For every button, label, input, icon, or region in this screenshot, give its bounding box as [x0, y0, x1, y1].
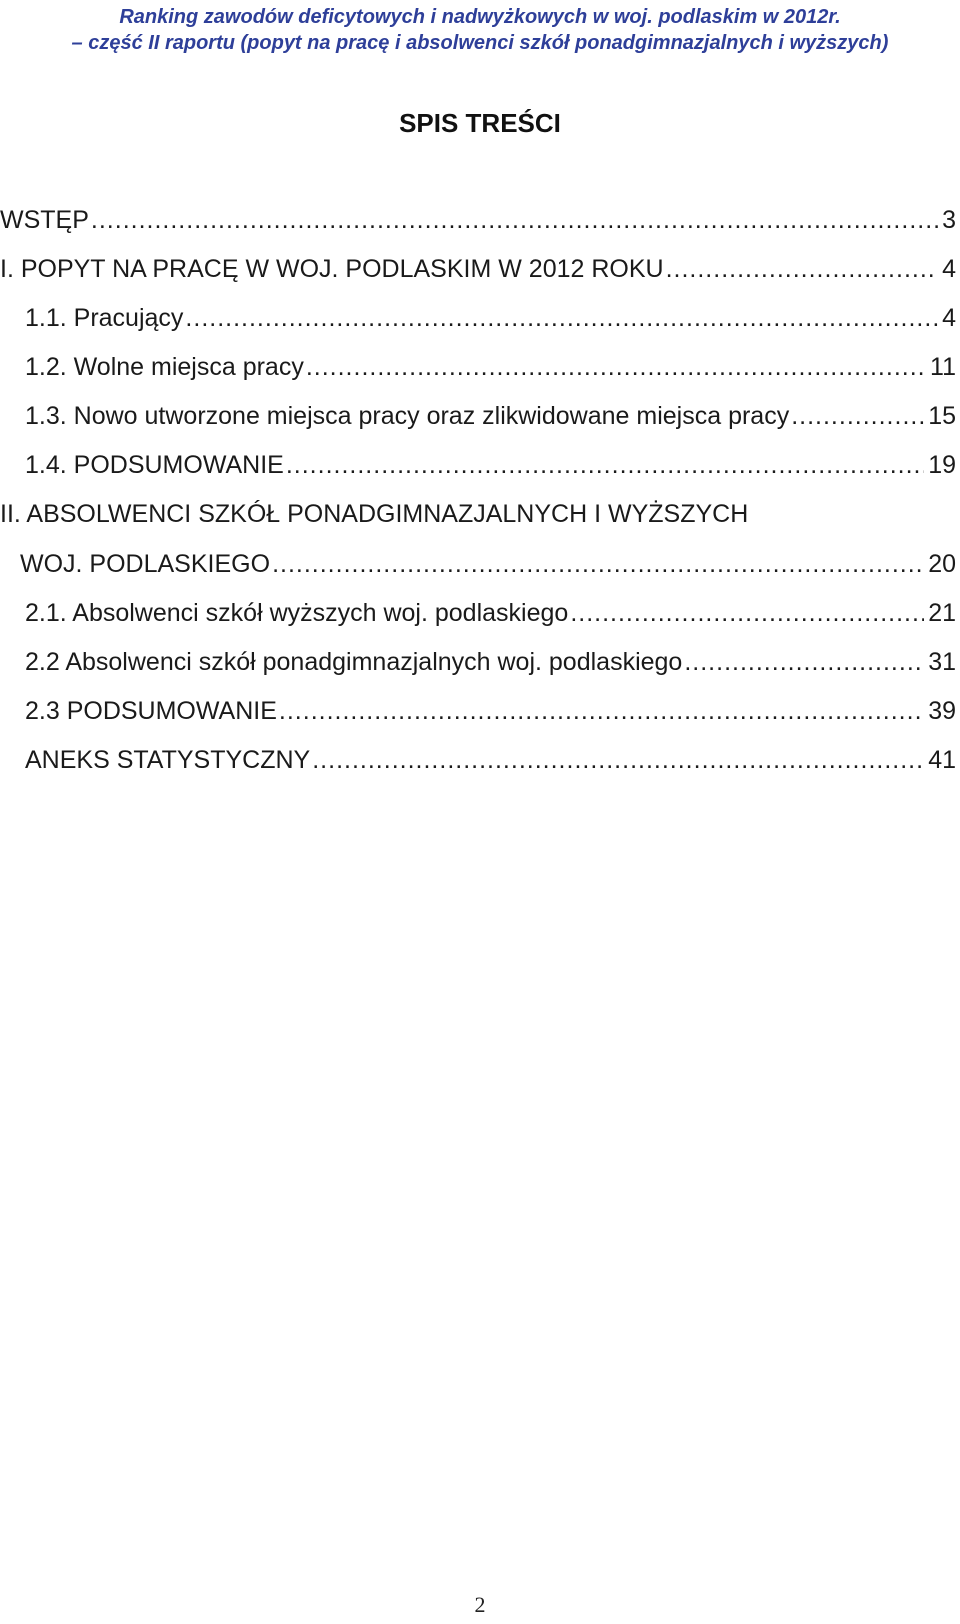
toc-entry-page: 19 — [928, 451, 956, 479]
toc-entry-page: 4 — [942, 255, 956, 283]
toc-entry-page: 41 — [928, 746, 956, 774]
toc-entry-page: 39 — [928, 697, 956, 725]
toc-leader-dots — [666, 249, 939, 289]
document-header — [0, 4, 960, 56]
toc-entry-page: 3 — [942, 206, 956, 234]
toc-entry-1-3[interactable] — [0, 396, 956, 436]
toc-entry-page: 31 — [928, 648, 956, 676]
toc-entry-2-2[interactable] — [0, 642, 956, 682]
toc-entry-label: I. POPYT NA PRACĘ W WOJ. PODLASKIM W 2012 ROKU — [0, 255, 664, 283]
toc-entry-page: 20 — [928, 550, 956, 578]
toc-entry-page: 15 — [928, 402, 956, 430]
toc-leader-dots — [306, 347, 926, 387]
toc-leader-dots — [286, 445, 924, 485]
toc-leader-dots — [91, 200, 938, 240]
toc-leader-dots — [279, 691, 924, 731]
toc-entry-label: 2.3 PODSUMOWANIE — [25, 697, 277, 725]
toc-entry-label: II. ABSOLWENCI SZKÓŁ PONADGIMNAZJALNYCH I WYŻSZYCH — [0, 500, 749, 528]
page-number: 2 — [474, 1592, 486, 1617]
header-line-2: – część II raportu (popyt na pracę i absolwenci szkół ponadgimnazjalnych i wyższych) — [71, 32, 889, 54]
toc-entry-2-1[interactable] — [0, 593, 956, 633]
toc-entry-label: 1.4. PODSUMOWANIE — [25, 451, 284, 479]
toc-entry-page: 11 — [930, 353, 956, 381]
toc-entry-wstep[interactable] — [0, 200, 956, 240]
toc-entry-label: 2.2 Absolwenci szkół ponadgimnazjalnych woj. podlaskiego — [25, 648, 683, 676]
toc-entry-label: 1.3. Nowo utworzone miejsca pracy oraz zlikwidowane miejsca pracy — [25, 402, 790, 430]
header-line-1: Ranking zawodów deficytowych i nadwyżkowych w woj. podlaskim w 2012r. — [119, 6, 841, 28]
toc-entry-aneks[interactable] — [0, 740, 956, 780]
toc-entry-1-1[interactable] — [0, 298, 956, 338]
toc-entry-2-3[interactable] — [0, 691, 956, 731]
toc-leader-dots — [272, 544, 924, 584]
toc-title: SPIS TREŚCI — [399, 108, 561, 138]
toc-entry-page: 4 — [942, 304, 956, 332]
toc-entry-label: 1.1. Pracujący — [25, 304, 184, 332]
toc-entry-chapter-2-cont[interactable] — [0, 544, 956, 584]
toc-entry-label: 1.2. Wolne miejsca pracy — [25, 353, 304, 381]
toc-entry-label: WSTĘP — [0, 206, 89, 234]
toc-entry-label: 2.1. Absolwenci szkół wyższych woj. podlaskiego — [25, 599, 569, 627]
toc-entry-label: ANEKS STATYSTYCZNY — [25, 746, 311, 774]
toc-leader-dots — [312, 740, 924, 780]
toc-entry-chapter-2[interactable] — [0, 494, 956, 534]
toc-entry-1-2[interactable] — [0, 347, 956, 387]
toc-entry-page: 21 — [928, 599, 956, 627]
toc-leader-dots — [570, 593, 924, 633]
toc-entry-chapter-1[interactable] — [0, 249, 956, 289]
toc-leader-dots — [791, 396, 924, 436]
toc-entry-1-4[interactable] — [0, 445, 956, 485]
toc-leader-dots — [185, 298, 938, 338]
toc-entry-label-cont: WOJ. PODLASKIEGO — [20, 550, 271, 578]
toc-leader-dots — [684, 642, 924, 682]
